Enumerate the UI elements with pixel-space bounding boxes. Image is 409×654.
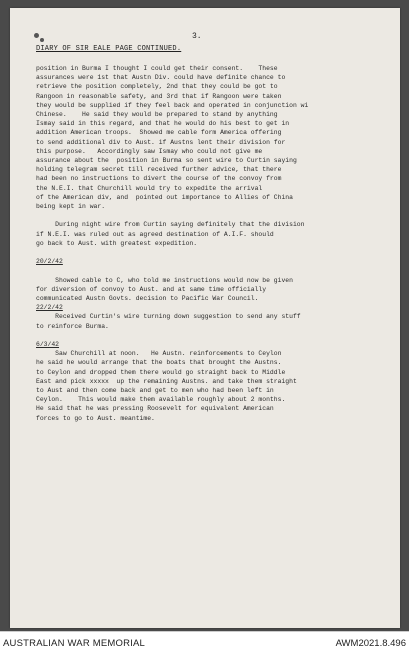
text-line: Ismay said in this regard, and that he would do his best to get in (36, 120, 290, 128)
text-line: to send additional div to Aust. if Austns lent their division for (36, 138, 286, 146)
text-line: assurance about the position in Burma so sent wire to Curtin saying (36, 157, 297, 165)
blank-line (36, 211, 400, 220)
text-line: for diversion of convoy to Aust. and at same time officially (36, 285, 267, 293)
text-line: addition American troops. Showed me cable form America offering (36, 129, 282, 137)
text-line: East and pick xxxxx up the remaining Austns. and take them straight (36, 377, 297, 385)
diary-date: 6/3/42 (36, 341, 60, 349)
text-line: forces to go to Aust. meantime. (36, 414, 155, 422)
text-line: of the American div, and pointed out importance to Allies of China (36, 193, 293, 201)
text-line: to Aust and then come back and get to men who had been left in (36, 387, 274, 395)
page-heading: DIARY OF SIR EALE PAGE CONTINUED. (36, 45, 182, 53)
footer-accession-number: AWM2021.8.496 (335, 638, 406, 649)
text-line: Received Curtin's wire turning down suggestion to send any stuff (36, 313, 301, 321)
text-line: Rangoon in reasonable safety, and 3rd that if Rangoon were taken (36, 92, 282, 100)
text-line: holding telegram secret till received further advice, that there (36, 166, 282, 174)
footer-bar (0, 631, 409, 654)
footer-institution: AUSTRALIAN WAR MEMORIAL (3, 638, 146, 649)
diary-date: 22/2/42 (36, 304, 63, 312)
text-line: Showed cable to C, who told me instructions would now be given (36, 276, 293, 284)
text-line: to reinforce Burma. (36, 322, 109, 330)
text-line: He said that he was pressing Roosevelt for equivalent American (36, 405, 274, 413)
page-number: 3. (192, 32, 202, 41)
blank-line (36, 248, 400, 257)
text-line: they would be supplied if they feel back and operated in conjunction wi (36, 101, 309, 109)
text-line: communicated Austn Govts. decision to Pacific War Council. (36, 295, 259, 303)
text-line: he said he would arrange that the boats that brought the Austns. (36, 359, 282, 367)
text-line: Ceylon. This would make them available roughly about 2 months. (36, 396, 286, 404)
punch-hole (34, 33, 39, 38)
text-line: go back to Aust. with greatest expedition. (36, 239, 198, 247)
document-body (36, 64, 400, 423)
text-line: Chinese. He said they would be prepared to stand by anything (36, 111, 278, 119)
text-line: to Ceylon and dropped them there would go straight back to Middle (36, 368, 286, 376)
document-page (10, 8, 400, 628)
text-line: if N.E.I. was ruled out as agreed destination of A.I.F. should (36, 230, 274, 238)
diary-date: 20/2/42 (36, 258, 63, 266)
text-line: assurances were 1st that Austn Div. could have definite chance to (36, 74, 286, 82)
text-line: retrieve the position completely, 2nd that they could be got to (36, 83, 278, 91)
text-line: During night wire from Curtin saying definitely that the division (36, 221, 305, 229)
text-line: the N.E.I. that Churchill would try to expedite the arrival (36, 184, 263, 192)
blank-line (36, 331, 400, 340)
text-line: had been no instructions to divert the course of the convoy from (36, 175, 282, 183)
text-line: position in Burma I thought I could get their consent. These (36, 65, 278, 72)
text-line: this purpose. Accordingly saw Ismay who could not give me (36, 147, 263, 155)
blank-line (36, 266, 400, 275)
text-line: being kept in war. (36, 203, 106, 211)
text-line: Saw Churchill at noon. He Austn. reinforcements to Ceylon (36, 350, 282, 358)
punch-hole (40, 38, 44, 42)
